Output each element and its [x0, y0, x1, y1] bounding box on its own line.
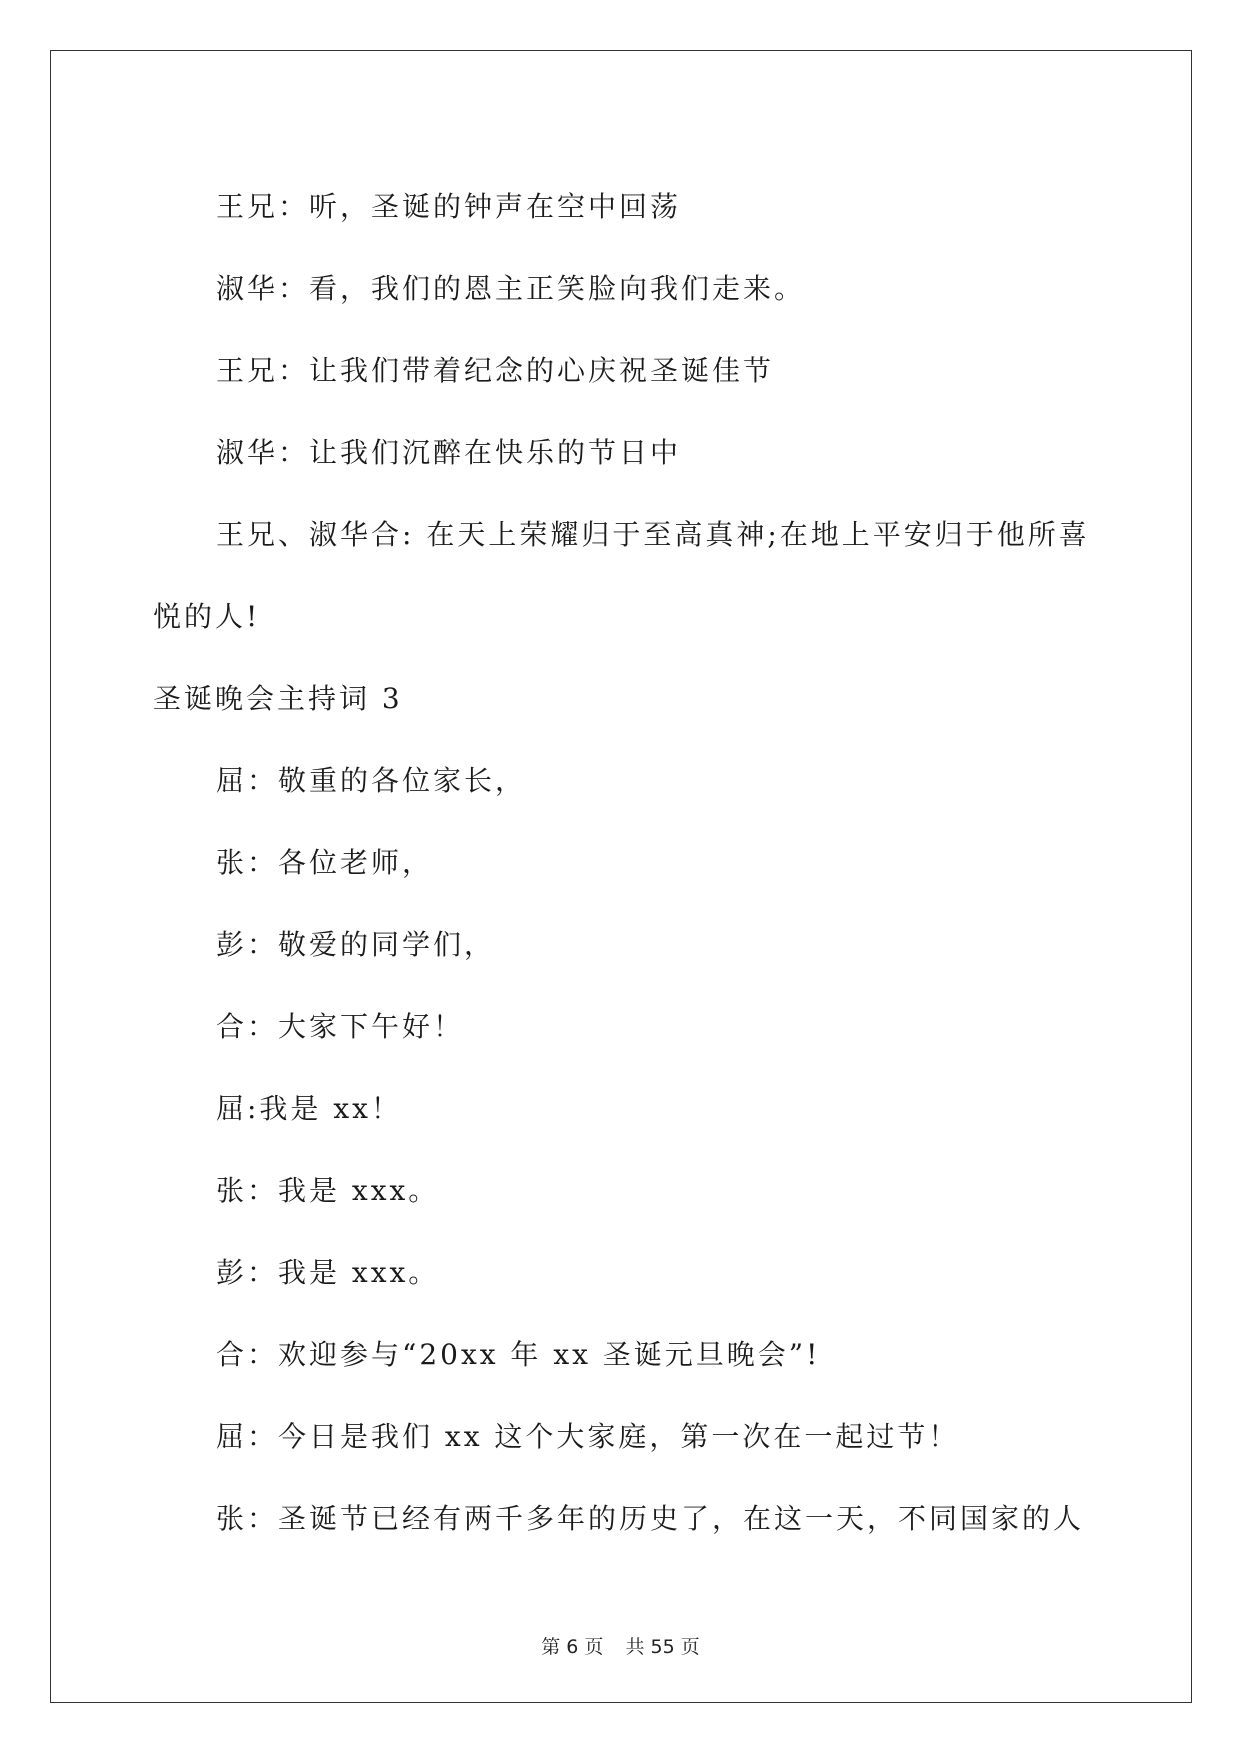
- text-line: 王兄：让我们带着纪念的心庆祝圣诞佳节: [216, 354, 775, 387]
- text-line-continuation: 悦的人!: [153, 600, 261, 633]
- text-line: 张：我是 xxx。: [216, 1174, 440, 1207]
- section-heading: 圣诞晚会主持词 3: [153, 682, 403, 715]
- text-line: 合：大家下午好！: [216, 1010, 465, 1043]
- text-line: 王兄：听，圣诞的钟声在空中回荡: [216, 190, 682, 223]
- document-body: [153, 166, 1093, 1560]
- text-line: 合：欢迎参与“20xx 年 xx 圣诞元旦晚会”!: [216, 1338, 821, 1371]
- text-line: 彭：敬爱的同学们，: [216, 928, 496, 961]
- text-line: 张：各位老师，: [216, 846, 434, 879]
- text-line: 淑华：看，我们的恩主正笑脸向我们走来。: [216, 272, 806, 305]
- text-line: 淑华：让我们沉醉在快乐的节日中: [216, 436, 682, 469]
- page-total: 共 55 页: [625, 1636, 700, 1658]
- text-line: 张：圣诞节已经有两千多年的历史了，在这一天，不同国家的人: [216, 1502, 1085, 1535]
- text-line: 屈：敬重的各位家长，: [216, 764, 527, 797]
- page-footer: [0, 1632, 1241, 1659]
- text-line: 彭：我是 xxx。: [216, 1256, 440, 1289]
- page-number: 第 6 页: [541, 1636, 604, 1658]
- text-line: 屈：今日是我们 xx 这个大家庭，第一次在一起过节！: [216, 1420, 960, 1453]
- text-line: 屈:我是 xx！: [216, 1092, 402, 1125]
- text-line: 王兄、淑华合: 在天上荣耀归于至高真神;在地上平安归于他所喜: [216, 518, 1090, 551]
